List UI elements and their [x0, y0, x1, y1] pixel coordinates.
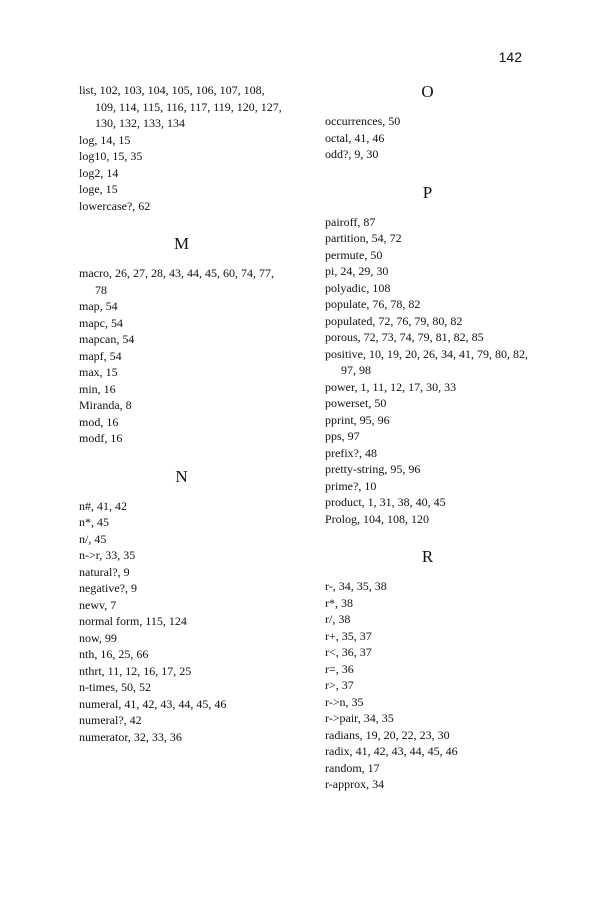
index-entry: natural?, 9: [79, 564, 130, 579]
index-section-letter: P: [422, 182, 433, 202]
index-entry: pprint, 95, 96: [325, 412, 390, 427]
index-entry: porous, 72, 73, 74, 79, 81, 82, 85: [325, 330, 484, 344]
index-entry: nth, 16, 25, 66: [79, 647, 149, 661]
index-section-letter: M: [173, 234, 190, 253]
index-entry: mapf, 54: [79, 348, 122, 363]
index-entry: populated, 72, 76, 79, 80, 82: [325, 313, 463, 328]
index-entry: permute, 50: [325, 247, 383, 262]
index-entry: polyadic, 108: [325, 280, 391, 295]
index-entry: min, 16: [79, 381, 116, 396]
index-entry: pairoff, 87: [325, 214, 376, 229]
index-entry: normal form, 115, 124: [79, 614, 187, 628]
index-entry: numeral, 41, 42, 43, 44, 45, 46: [79, 696, 227, 711]
index-column-right: [325, 82, 530, 793]
index-entry: r/, 38: [325, 612, 351, 626]
page-number: 142: [498, 49, 522, 65]
index-entry: r-, 34, 35, 38: [325, 579, 387, 593]
index-entry: Prolog, 104, 108, 120: [325, 511, 430, 526]
index-entry: n#, 41, 42: [79, 498, 127, 513]
index-section-letter: O: [421, 82, 434, 101]
index-entry: log, 14, 15: [79, 132, 131, 147]
index-entry: map, 54: [79, 299, 118, 313]
index-section-letter: R: [421, 547, 434, 566]
index-entry: prefix?, 48: [325, 445, 377, 460]
index-entry: odd?, 9, 30: [325, 147, 379, 161]
index-entry: lowercase?, 62: [79, 198, 151, 213]
index-entry: product, 1, 31, 38, 40, 45: [325, 495, 446, 509]
index-entry: nthrt, 11, 12, 16, 17, 25: [79, 663, 192, 678]
index-entry: prime?, 10: [325, 478, 377, 493]
index-entry: positive, 10, 19, 20, 26, 34, 41, 79, 80, 82, 97, 98: [325, 346, 528, 377]
index-entry: r->pair, 34, 35: [325, 711, 394, 725]
index-entry: n-times, 50, 52: [79, 680, 151, 694]
index-column-left: [79, 82, 284, 745]
index-entry: octal, 41, 46: [325, 130, 385, 145]
index-entry: max, 15: [79, 365, 118, 379]
index-section-letter: N: [175, 466, 188, 486]
index-entry: radians, 19, 20, 22, 23, 30: [325, 727, 450, 742]
index-entry: pi, 24, 29, 30: [325, 264, 389, 278]
index-entry: negative?, 9: [79, 581, 137, 595]
index-entry: occurrences, 50: [325, 114, 401, 128]
index-entry: mapc, 54: [79, 315, 123, 330]
index-entry: r->n, 35: [325, 694, 364, 709]
index-entry: r>, 37: [325, 678, 354, 692]
index-entry: r=, 36: [325, 661, 354, 676]
index-entry: pretty-string, 95, 96: [325, 462, 421, 476]
index-entry: numerator, 32, 33, 36: [79, 729, 182, 744]
index-entry: log2, 14: [79, 165, 119, 180]
index-entry: Miranda, 8: [79, 398, 132, 412]
index-entry: numeral?, 42: [79, 713, 142, 727]
index-entry: r<, 36, 37: [325, 645, 372, 659]
index-entry: loge, 15: [79, 182, 118, 196]
index-entry: pps, 97: [325, 429, 360, 443]
index-entry: random, 17: [325, 760, 380, 775]
index-entry: r-approx, 34: [325, 777, 385, 791]
index-entry: mapcan, 54: [79, 332, 135, 346]
index-entry: radix, 41, 42, 43, 44, 45, 46: [325, 744, 458, 758]
index-entry: modf, 16: [79, 431, 123, 445]
index-entry: populate, 76, 78, 82: [325, 297, 421, 311]
index-entry: partition, 54, 72: [325, 231, 402, 245]
index-entry: r*, 38: [325, 595, 353, 610]
index-entry: log10, 15, 35: [79, 149, 143, 163]
index-entry: n*, 45: [79, 515, 109, 529]
index-entry: n->r, 33, 35: [79, 548, 136, 562]
index-entry: n/, 45: [79, 531, 107, 546]
index-entry: mod, 16: [79, 414, 119, 429]
index-entry: r+, 35, 37: [325, 628, 372, 643]
index-entry: macro, 26, 27, 28, 43, 44, 45, 60, 74, 77, 78: [79, 266, 274, 297]
index-entry: power, 1, 11, 12, 17, 30, 33: [325, 379, 457, 394]
index-entry: now, 99: [79, 630, 117, 645]
index-entry: powerset, 50: [325, 396, 387, 410]
index-entry: newv, 7: [79, 597, 117, 612]
index-entry: list, 102, 103, 104, 105, 106, 107, 108, 109, 114, 115, 116, 117, 119, 120, 127, 130, 132, 133, 134: [79, 83, 282, 130]
